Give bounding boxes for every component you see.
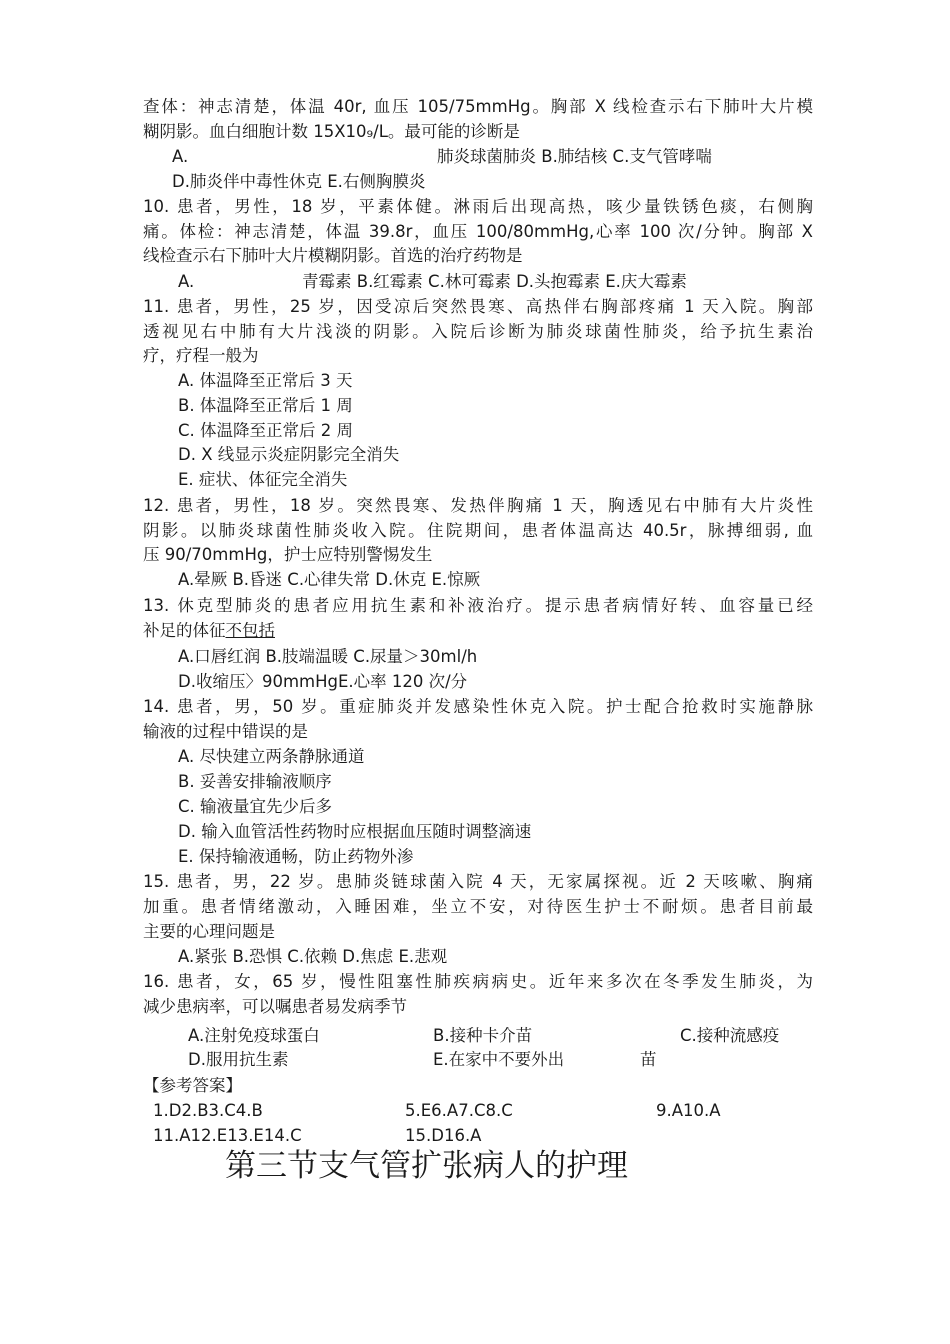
q10-option-a-label: A. <box>178 272 195 291</box>
q10-line-3: 线检查示右下肺叶大片模糊阴影。首选的治疗药物是 <box>143 246 523 265</box>
q13-underlined-not-include: 不包括 <box>225 621 275 640</box>
q14-option-e: E. 保持输液通畅，防止药物外渗 <box>178 847 414 866</box>
q14-option-b: B. 妥善安排输液顺序 <box>178 772 332 791</box>
q16-option-b: B.接种卡介苗 <box>433 1026 533 1045</box>
q9-line-2: 糊阴影。血白细胞计数 15X10₉/L。最可能的诊断是 <box>143 122 520 141</box>
answers-heading: 【参考答案】 <box>143 1076 242 1095</box>
q13-options-abc: A.口唇红润 B.肢端温暖 C.尿量＞30ml/h <box>178 647 478 666</box>
q16-option-c-tail: 苗 <box>640 1050 657 1069</box>
q9-options-de: D.肺炎伴中毒性休克 E.右侧胸膜炎 <box>172 172 426 191</box>
q11-line-3: 疗，疗程一般为 <box>143 346 259 365</box>
q16-option-e: E.在家中不要外出 <box>433 1050 565 1069</box>
q16-line-2: 减少患病率，可以嘱患者易发病季节 <box>143 997 407 1016</box>
q14-option-d: D. 输入血管活性药物时应根据血压随时调整滴速 <box>178 822 532 841</box>
answers-1-4: 1.D2.B3.C4.B <box>153 1101 263 1120</box>
q10-line-2: 痛。体检：神志清楚，体温 39.8r，血压 100/80mmHg,心率 100 次/分钟。胸部 X <box>143 222 813 241</box>
q13-line-2 <box>143 619 813 643</box>
q10-line-1: 10. 患者，男性，18 岁，平素体健。淋雨后出现高热，咳少量铁锈色痰，右侧胸 <box>143 197 813 216</box>
q12-options: A.晕厥 B.昏迷 C.心律失常 D.休克 E.惊厥 <box>178 570 481 589</box>
q16-option-c: C.接种流感疫 <box>680 1026 780 1045</box>
q11-line-2: 透视见右中肺有大片浅淡的阴影。入院后诊断为肺炎球菌性肺炎，给予抗生素治 <box>143 322 813 341</box>
q9-line-1: 查体：神志清楚，体温 40r, 血压 105/75mmHg。胸部 X 线检查示右下肺叶大片模 <box>143 97 813 116</box>
q15-line-3: 主要的心理问题是 <box>143 922 275 941</box>
q11-option-d: D. X 线显示炎症阴影完全消失 <box>178 445 400 464</box>
q12-line-3: 压 90/70mmHg，护士应特别警惕发生 <box>143 545 433 564</box>
q13-line-2-text: 补足的体征 <box>143 621 226 640</box>
q11-option-a: A. 体温降至正常后 3 天 <box>178 371 353 390</box>
q13-line-1: 13. 休克型肺炎的患者应用抗生素和补液治疗。提示患者病情好转、血容量已经 <box>143 596 813 615</box>
q10-options: 青霉素 B.红霉素 C.林可霉素 D.头抱霉素 E.庆大霉素 <box>302 272 687 291</box>
q11-option-b: B. 体温降至正常后 1 周 <box>178 396 353 415</box>
q14-line-2: 输液的过程中错误的是 <box>143 722 308 741</box>
q12-line-1: 12. 患者，男性，18 岁。突然畏寒、发热伴胸痛 1 天，胸透见右中肺有大片炎性 <box>143 496 813 515</box>
q16-line-1: 16. 患者，女，65 岁，慢性阻塞性肺疾病病史。近年来多次在冬季发生肺炎，为 <box>143 972 813 991</box>
section-title: 第三节支气管扩张病人的护理 <box>225 1148 628 1184</box>
answers-15-16: 15.D16.A <box>405 1126 482 1145</box>
q14-option-c: C. 输液量宜先少后多 <box>178 797 333 816</box>
q14-line-1: 14. 患者，男，50 岁。重症肺炎并发感染性休克入院。护士配合抢救时实施静脉 <box>143 697 813 716</box>
q13-options-de: D.收缩压〉90mmHgE.心率 120 次/分 <box>178 672 468 691</box>
q16-option-a: A.注射免疫球蛋白 <box>188 1026 320 1045</box>
q16-option-d: D.服用抗生素 <box>188 1050 289 1069</box>
q15-line-1: 15. 患者，男，22 岁。患肺炎链球菌入院 4 天，无家属探视。近 2 天咳嗽、胸痛 <box>143 872 813 891</box>
q9-option-a-label: A. <box>172 147 189 166</box>
q14-option-a: A. 尽快建立两条静脉通道 <box>178 747 365 766</box>
answers-5-8: 5.E6.A7.C8.C <box>405 1101 513 1120</box>
answers-9-10: 9.A10.A <box>656 1101 721 1120</box>
q15-line-2: 加重。患者情绪激动，入睡困难，坐立不安，对待医生护士不耐烦。患者目前最 <box>143 897 813 916</box>
q12-line-2: 阴影。以肺炎球菌性肺炎收入院。住院期间，患者体温高达 40.5r，脉搏细弱, 血 <box>143 521 813 540</box>
q11-option-c: C. 体温降至正常后 2 周 <box>178 421 353 440</box>
answers-11-14: 11.A12.E13.E14.C <box>153 1126 302 1145</box>
q11-line-1: 11. 患者，男性，25 岁，因受凉后突然畏寒、高热伴右胸部疼痛 1 天入院。胸部 <box>143 297 813 316</box>
q15-options: A.紧张 B.恐惧 C.依赖 D.焦虑 E.悲观 <box>178 947 448 966</box>
q11-option-e: E. 症状、体征完全消失 <box>178 470 348 489</box>
q9-options-abc: 肺炎球菌肺炎 B.肺结核 C.支气管哮喘 <box>437 147 712 166</box>
